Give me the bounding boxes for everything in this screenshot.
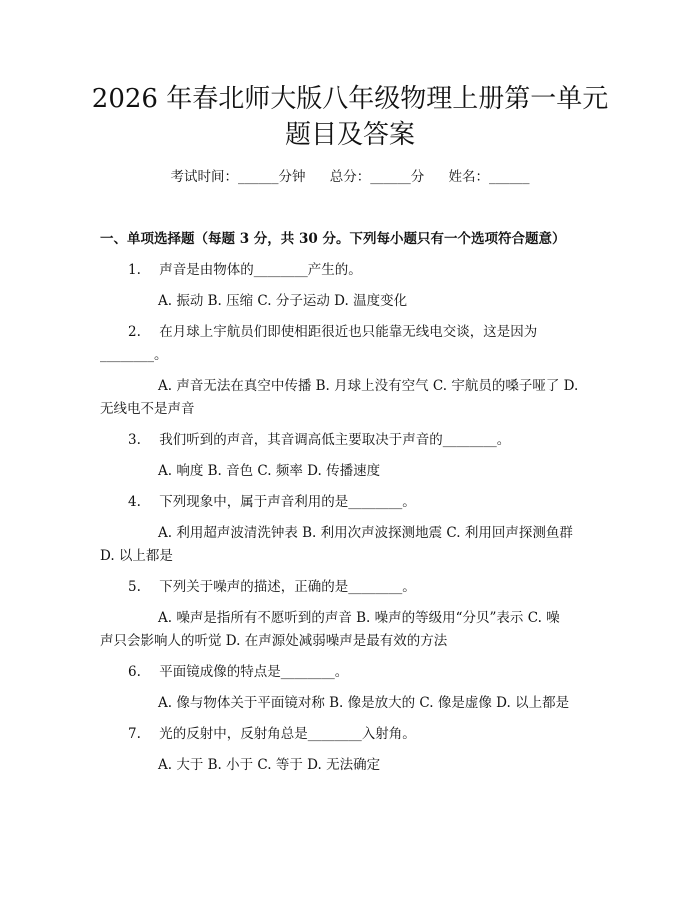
question-4-options: A. 利用超声波清洗钟表 B. 利用次声波探测地震 C. 利用回声探测鱼群	[158, 525, 573, 541]
question-2	[100, 321, 600, 344]
exam-info	[0, 168, 700, 186]
question-7	[100, 723, 600, 746]
question-stem: 光的反射中，反射角总是________入射角。	[159, 726, 416, 742]
question-7-options: A. 大于 B. 小于 C. 等于 D. 无法确定	[158, 757, 381, 773]
question-5-options: A. 噪声是指所有不愿听到的声音 B. 噪声的等级用“分贝”表示 C. 噪	[158, 610, 560, 626]
question-6-options: A. 像与物体关于平面镜对称 B. 像是放大的 C. 像是虚像 D. 以上都是	[158, 695, 570, 711]
question-stem-continued: ________。	[100, 347, 168, 363]
question-number: 2.	[128, 324, 141, 340]
question-number: 7.	[128, 726, 141, 742]
student-name: 姓名：______	[448, 169, 530, 185]
question-1-options: A. 振动 B. 压缩 C. 分子运动 D. 温度变化	[158, 293, 408, 309]
question-2-options-continued: 无线电不是声音	[100, 401, 195, 417]
question-number: 4.	[128, 494, 141, 510]
question-2-options: A. 声音无法在真空中传播 B. 月球上没有空气 C. 宇航员的嗓子哑了 D.	[158, 378, 579, 394]
question-number: 5.	[128, 579, 141, 595]
page-title-line-1: 2026 年春北师大版八年级物理上册第一单元	[91, 84, 609, 114]
question-stem: 声音是由物体的________产生的。	[159, 262, 362, 278]
question-number: 1.	[128, 262, 141, 278]
question-stem: 我们听到的声音，其音调高低主要取决于声音的________。	[159, 432, 511, 448]
question-stem: 下列现象中，属于声音利用的是________。	[159, 494, 416, 510]
question-2-continued	[100, 344, 600, 367]
question-5-options-continued: 声只会影响人的听觉 D. 在声源处减弱噪声是最有效的方法	[100, 633, 448, 649]
question-6	[100, 661, 600, 684]
exam-total-score: 总分：______分	[329, 169, 425, 185]
question-number: 3.	[128, 432, 141, 448]
question-4-options-continued: D. 以上都是	[100, 548, 173, 564]
page-title-line-2: 题目及答案	[284, 120, 415, 150]
section-heading: 一、单项选择题（每题 3 分，共 30 分。下列每小题只有一个选项符合题意）	[100, 231, 566, 247]
question-3-options: A. 响度 B. 音色 C. 频率 D. 传播速度	[158, 463, 381, 479]
exam-time: 考试时间：______分钟	[170, 169, 306, 185]
question-stem: 下列关于噪声的描述，正确的是________。	[159, 579, 416, 595]
question-1	[100, 259, 600, 282]
question-3	[100, 429, 600, 452]
question-5	[100, 576, 600, 599]
question-number: 6.	[128, 664, 141, 680]
question-stem: 平面镜成像的特点是________。	[159, 664, 349, 680]
question-4	[100, 491, 600, 514]
question-stem: 在月球上宇航员们即使相距很近也只能靠无线电交谈，这是因为	[159, 324, 538, 340]
